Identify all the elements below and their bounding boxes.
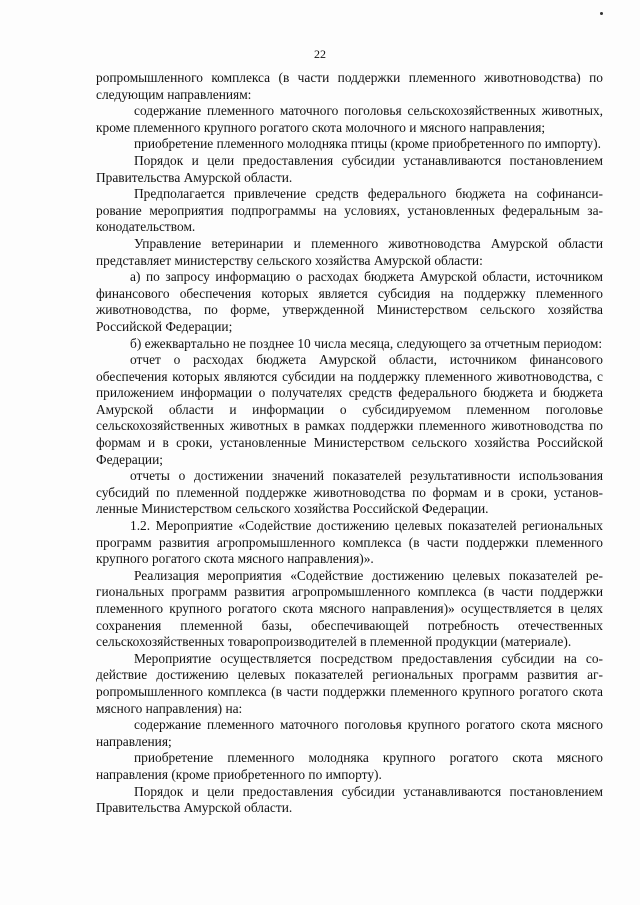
paragraph: Мероприятие осуществляется посредством предоставления субсидии на содействие достижению целевых показателей региональных программ развития агропромышленного комплекса (в части поддержки племенного крупного рогатого скота мясного направления) на: bbox=[96, 650, 603, 716]
paragraph: 1.2. Мероприятие «Содействие достижению целевых показателей региональных программ развития агропромышленного комплекса (в части поддержки племенного крупного рогатого скота мясного направления)». bbox=[96, 518, 603, 567]
page-number: 22 bbox=[314, 47, 326, 61]
paragraph: Предполагается привлечение средств федерального бюджета на софинансирование мероприятия подпрограммы на условиях, установленных федеральным законодательством. bbox=[96, 186, 603, 235]
paragraph: Управление ветеринарии и племенного животноводства Амурской области представляет министерству сельского хозяйства Амурской области: bbox=[96, 235, 603, 268]
paragraph: отчеты о достижении значений показателей результативности использования субсидий по племенной поддержке животноводства по формам и в сроки, установленные Министерством сельского хозяйства Российской Федерации. bbox=[96, 468, 603, 517]
paragraph: отчет о расходах бюджета Амурской области, источником финансового обеспечения которых являются субсидии на поддержку племенного животноводства, с приложением информации о получателях средств федерального бюджета и бюджета Амурской области и информации о субсидируемом племенном поголовье сельскохозяйственных животных в рамках поддержки племенного животноводства по формам и в сроки, установленные Министерством сельского хозяйства Российской Федерации; bbox=[96, 352, 603, 467]
body-text bbox=[96, 70, 603, 817]
scan-speck bbox=[600, 12, 603, 15]
paragraph: приобретение племенного молодняка крупного рогатого скота мясного направления (кроме приобретенного по импорту). bbox=[96, 750, 603, 782]
paragraph: содержание племенного маточного поголовья сельскохозяйственных животных, кроме племенного крупного рогатого скота молочного и мясного направления; bbox=[96, 103, 603, 135]
paragraph: приобретение племенного молодняка птицы (кроме приобретенного по импорту). bbox=[134, 136, 601, 152]
paragraph: содержание племенного маточного поголовья крупного рогатого скота мясного направления; bbox=[96, 717, 603, 749]
paragraph: а) по запросу информацию о расходах бюджета Амурской области, источником финансового обеспечения которых является субсидия на поддержку племенного животноводства, по форме, утвержденной Министерством сельского хозяйства Российской Федерации; bbox=[96, 269, 603, 334]
paragraph: б) ежеквартально не позднее 10 числа месяца, следующего за отчетным периодом: bbox=[130, 335, 603, 351]
paragraph: ропромышленного комплекса (в части поддержки племенного животноводства) по следующим направлениям: bbox=[96, 70, 603, 102]
paragraph: Реализация мероприятия «Содействие достижению целевых показателей региональных программ развития агропромышленного комплекса (в части поддержки племенного крупного рогатого скота мясного направления)» осуществляется в целях сохранения племенной базы, обеспечивающей потребность отечественных сельскохозяйственных товаропроизводителей в племенной продукции (материале). bbox=[96, 567, 603, 650]
paragraph: Порядок и цели предоставления субсидии устанавливаются постановлением Правительства Амурской области. bbox=[96, 783, 603, 816]
paragraph: Порядок и цели предоставления субсидии устанавливаются постановлением Правительства Амурской области. bbox=[96, 152, 603, 185]
